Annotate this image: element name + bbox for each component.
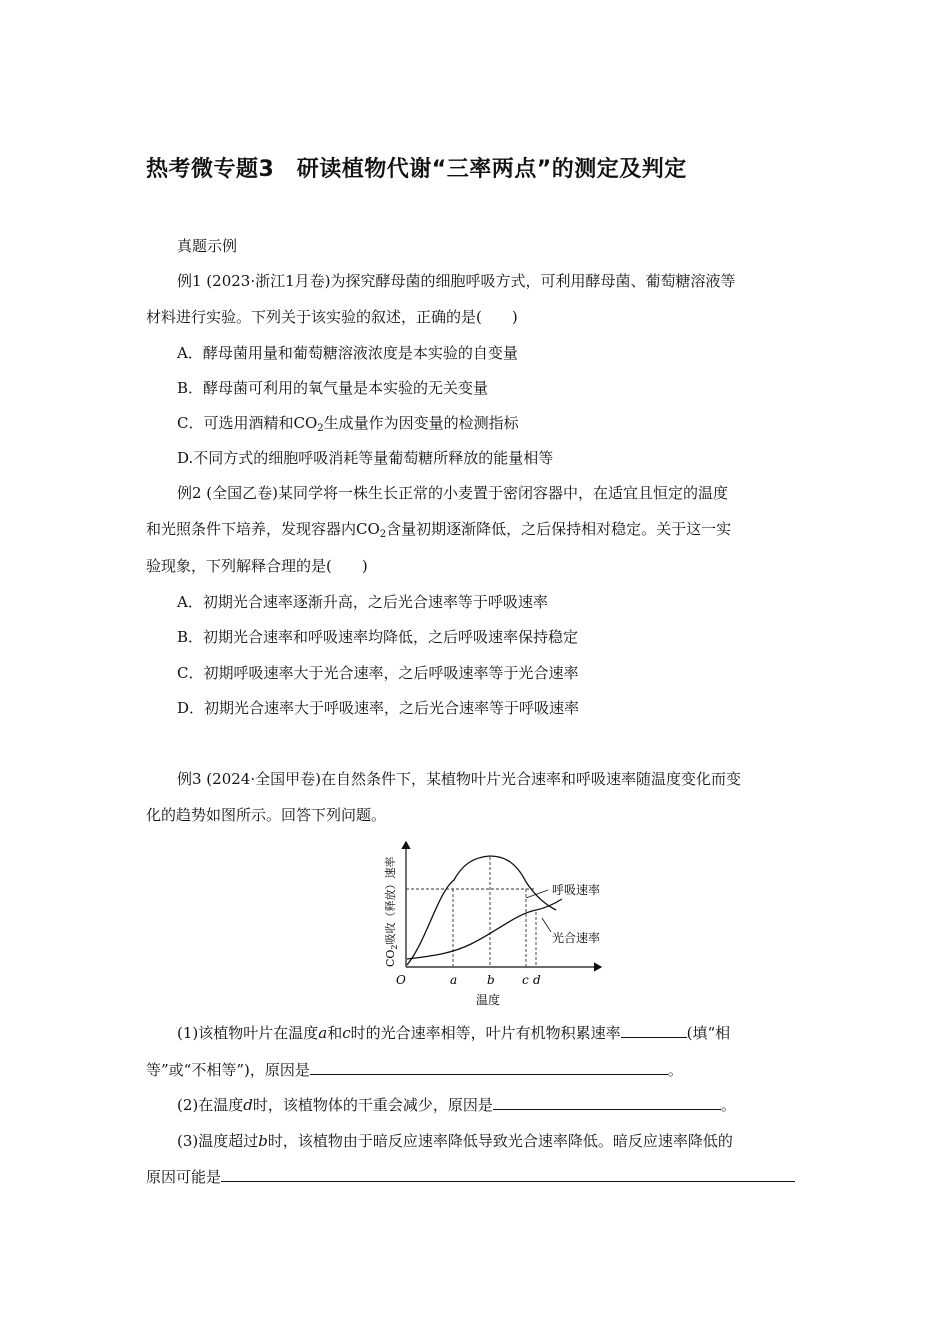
ex3-stem-line1: 例3 (2024·全国甲卷)在自然条件下，某植物叶片光合速率和呼吸速率随温度变化而变 [177,770,741,788]
ex2-option-c: C．初期呼吸速率大于光合速率，之后呼吸速率等于光合速率 [177,664,579,682]
ex3-q1-blank-2[interactable] [310,1060,668,1075]
ex3-q2-line [177,1095,736,1115]
ex2-stem-line2-a: 和光照条件下培养，发现容器内CO [146,520,380,538]
ex3-q2-text-a: (2)在温度 [177,1096,244,1114]
rate-temperature-chart [376,832,636,1012]
ex3-q1-var-c: c [342,1024,351,1042]
x-tick-c: c [522,973,529,987]
ex2-option-d: D．初期光合速率大于呼吸速率，之后光合速率等于呼吸速率 [177,699,580,717]
ex3-q2-blank[interactable] [493,1095,721,1110]
respiration-curve [407,899,562,959]
ex1-option-c [177,413,519,439]
ex3-q3-text-b: 时，该植物由于暗反应速率降低导致光合速率降低。暗反应速率降低的 [267,1132,733,1150]
ex3-q3-text-a: (3)温度超过 [177,1132,259,1150]
ex1-option-a: A．酵母菌用量和葡萄糖溶液浓度是本实验的自变量 [177,344,518,362]
ex2-stem-line3: 验现象，下列解释合理的是( ) [146,557,368,575]
ex3-q3-blank[interactable] [221,1167,795,1182]
x-axis-label: 温度 [476,993,501,1007]
ex3-q2-end: 。 [720,1096,736,1114]
ex3-q1-and: 和 [327,1024,343,1042]
ex3-q1-line2 [146,1060,683,1080]
ex1-option-c-text-a: C．可选用酒精和CO [177,414,318,432]
ex2-stem-line2-b: 含量初期逐渐降低，之后保持相对稳定。关于这一实 [386,520,732,538]
ex3-stem-line2: 化的趋势如图所示。回答下列问题。 [146,806,387,824]
ex3-q3-var: b [258,1132,268,1150]
ex2-option-a: A．初期光合速率逐渐升高，之后光合速率等于呼吸速率 [177,593,548,611]
ex3-q3-line1 [177,1131,733,1151]
ex2-stem-line2 [146,519,731,545]
ex1-option-d: D.不同方式的细胞呼吸消耗等量葡萄糖所释放的能量相等 [177,449,554,467]
ex3-q1-line2-text: 等”或“不相等”)，原因是 [146,1061,310,1079]
ex1-option-c-sub: 2 [317,423,324,434]
page-title: 热考微专题3 研读植物代谢“三率两点”的测定及判定 [146,157,687,182]
ex3-q2-text-b: 时，该植物体的干重会减少，原因是 [252,1096,493,1114]
respiration-leader [526,890,548,898]
ex3-q3-line2-text: 原因可能是 [146,1168,222,1186]
series-label-respiration: 呼吸速率 [552,883,601,897]
ex3-q1-var-a: a [318,1024,328,1042]
y-axis-label-a: CO [384,949,397,967]
ex2-stem-line2-sub: 2 [379,529,387,540]
series-label-photosynthesis: 光合速率 [552,931,601,945]
ex2-option-b: B．初期光合速率和呼吸速率均降低，之后呼吸速率保持稳定 [177,628,579,646]
y-axis-label-sub: 2 [390,944,399,950]
ex1-stem-line2: 材料进行实验。下列关于该实验的叙述，正确的是( ) [146,308,518,326]
ex3-q1-text-c: (填“相 [686,1024,731,1042]
x-tick-b: b [487,973,495,987]
ex3-q1-text-b: 时的光合速率相等，叶片有机物积累速率 [350,1024,621,1042]
y-axis-label-b: 吸收（释放）速率 [384,856,397,945]
origin-label: O [396,973,406,987]
ex3-q1-line2-end: 。 [667,1061,683,1079]
x-tick-d: d [533,973,541,987]
section-label: 真题示例 [177,237,238,255]
x-tick-a: a [450,973,458,987]
ex3-q1-text-a: (1)该植物叶片在温度 [177,1024,319,1042]
ex3-q1-blank-1[interactable] [621,1023,687,1038]
svg-text:CO2吸收（释放）速率 [383,856,399,967]
ex1-option-b: B．酵母菌可利用的氧气量是本实验的无关变量 [177,379,489,397]
ex3-q2-var: d [243,1096,253,1114]
ex1-stem-line1: 例1 (2023·浙江1月卷)为探究酵母菌的细胞呼吸方式，可利用酵母菌、葡萄糖溶液等 [177,272,736,290]
ex3-q3-line2 [146,1167,795,1187]
ex1-option-c-text-b: 生成量作为因变量的检测指标 [323,414,519,432]
ex3-q1-line1 [177,1023,730,1043]
photosynthesis-leader [542,918,551,932]
ex2-stem-line1: 例2 (全国乙卷)某同学将一株生长正常的小麦置于密闭容器中，在适宜且恒定的温度 [177,484,729,502]
y-axis-label [383,856,399,967]
